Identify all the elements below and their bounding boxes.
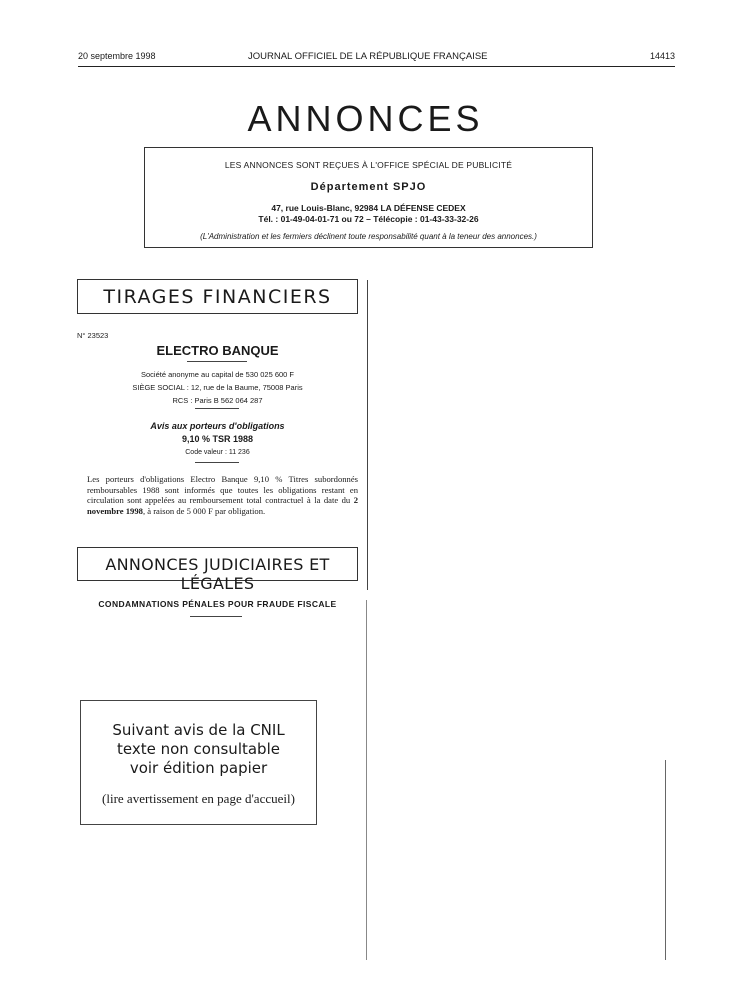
bond-title: 9,10 % TSR 1988 (181, 434, 254, 444)
info-line: LES ANNONCES SONT REÇUES À L'OFFICE SPÉCIAL DE PUBLICITÉ (224, 160, 513, 170)
info-phone: Tél. : 01-49-04-01-71 ou 72 – Télécopie : 01-43-33-32-26 (258, 214, 479, 224)
company-detail: Société anonyme au capital de 530 025 600 F (140, 370, 295, 379)
divider (187, 361, 247, 362)
info-disclaimer: (L'Administration et les fermiers déclinent toute responsabilité quant à la teneur des annonces.) (200, 232, 537, 241)
header-page-number: 14413 (649, 51, 675, 61)
cnil-warning: (lire avertissement en page d'accueil) (102, 791, 295, 806)
header-rule (78, 66, 675, 67)
notice-text: Les porteurs d'obligations Electro Banque 9,10 % Titres subordonnés remboursables 1988 sont informés que toutes les obligations restant en circulation sont appelées au remboursement total contractuel à la date du (87, 474, 358, 505)
notice-text: , à raison de 5 000 F par obligation. (142, 505, 266, 516)
section-title: ANNONCES JUDICIAIRES ET LÉGALES (105, 555, 330, 593)
divider (195, 462, 239, 463)
company-detail: RCS : Paris B 562 064 287 (172, 396, 263, 405)
divider (190, 616, 242, 617)
cnil-line: texte non consultable (117, 740, 280, 758)
column-divider (367, 280, 368, 590)
page-header (78, 51, 675, 65)
section-heading-tirages (77, 279, 358, 314)
notice-body (77, 474, 358, 516)
info-department: Département SPJO (310, 181, 427, 193)
cnil-line: voir édition papier (129, 759, 268, 777)
company-name: ELECTRO BANQUE (156, 343, 279, 358)
header-journal: JOURNAL OFFICIEL DE LA RÉPUBLIQUE FRANÇAISE (248, 51, 488, 62)
cnil-notice-box (80, 700, 317, 825)
page-title: ANNONCES (247, 98, 484, 139)
margin-rule (665, 760, 666, 960)
code-valeur: Code valeur : 11 236 (185, 449, 250, 456)
announcement-number: N° 23523 (77, 331, 109, 340)
company-detail: SIÈGE SOCIAL : 12, rue de la Baume, 75008 Paris (132, 383, 303, 392)
info-address: 47, rue Louis-Blanc, 92984 LA DÉFENSE CEDEX (271, 203, 466, 213)
info-box (144, 147, 593, 248)
column-divider (366, 600, 367, 960)
section-title: TIRAGES FINANCIERS (103, 286, 332, 308)
divider (195, 408, 239, 409)
cnil-line: Suivant avis de la CNIL (112, 721, 285, 739)
section-subtitle: CONDAMNATIONS PÉNALES POUR FRAUDE FISCALE (98, 599, 337, 609)
notice-date: 2 novembre 1998 (87, 495, 358, 516)
header-date: 20 septembre 1998 (78, 51, 156, 61)
notice-heading: Avis aux porteurs d'obligations (150, 421, 285, 431)
section-heading-judiciaires (77, 547, 358, 593)
